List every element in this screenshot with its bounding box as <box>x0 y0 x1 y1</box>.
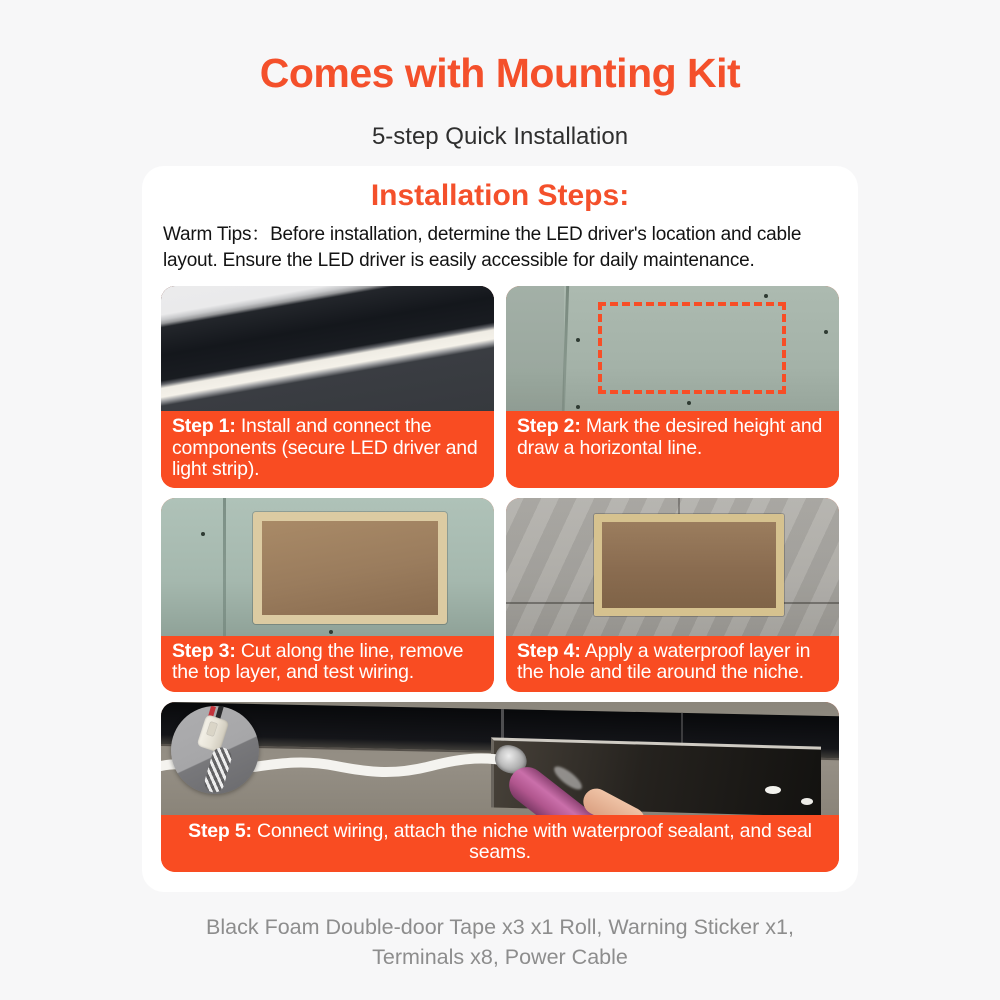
page-subtitle: 5-step Quick Installation <box>371 123 629 150</box>
included-items-line-1: Black Foam Double-door Tape x3 x1 Roll, Warning Sticker x1, <box>206 914 794 939</box>
step-4-caption <box>506 636 839 692</box>
step-3-photo-cut-drywall <box>161 498 494 636</box>
warm-tips-text <box>163 222 837 274</box>
screw-dot <box>576 405 580 409</box>
step-5-text: Connect wiring, attach the niche with waterproof sealant, and seal seams. <box>251 819 812 863</box>
screw-dot <box>764 294 768 298</box>
step-1-photo-mirror-led-profile <box>161 286 494 411</box>
screw-dot <box>576 338 580 342</box>
warm-tips-label: Warm Tips： <box>163 224 271 245</box>
step-4-photo-tiled-wall <box>506 498 839 636</box>
screw-dot <box>824 330 828 334</box>
step-1-label: Step 1: <box>172 415 236 437</box>
screw-dot <box>687 401 691 405</box>
screw-dot <box>201 532 205 536</box>
warm-tips-body: Before installation, determine the LED driver's location and cable layout. Ensure the LED driver is easily accessible for daily maintenance. <box>163 224 802 271</box>
step-5-photo-sealing <box>161 702 839 815</box>
installation-panel <box>142 166 858 892</box>
step-2-text: Mark the desired height and draw a horizontal line. <box>517 415 823 459</box>
included-items-note <box>0 912 1000 972</box>
step-5-label: Step 5: <box>188 819 252 842</box>
step-5-card <box>161 702 839 872</box>
niche-opening-wood-frame <box>253 512 447 624</box>
panel-heading: Installation Steps: <box>370 179 630 212</box>
step-5-caption <box>161 815 839 872</box>
step-2-caption <box>506 411 839 488</box>
step-4-label: Step 4: <box>517 639 581 662</box>
screw-dot <box>329 630 333 634</box>
step-1-text: Install and connect the components (secure LED driver and light strip). <box>172 415 478 480</box>
step-3-card <box>161 498 494 692</box>
connector-inset-circle <box>171 706 259 794</box>
sealant-dab <box>765 786 781 794</box>
step-1-caption <box>161 411 494 488</box>
page-title: Comes with Mounting Kit <box>259 50 741 96</box>
step-2-card <box>506 286 839 488</box>
step-2-label: Step 2: <box>517 415 581 437</box>
sealant-dab <box>801 798 813 805</box>
step-2-photo-drywall <box>506 286 839 411</box>
led-profile-diagonal-bands <box>161 286 494 411</box>
steps-grid <box>161 286 839 692</box>
drywall-shade <box>506 286 564 411</box>
dashed-outline <box>598 302 786 394</box>
braided-cable-sleeve <box>202 745 234 794</box>
step-3-label: Step 3: <box>172 639 236 662</box>
included-items-line-2: Terminals x8, Power Cable <box>372 944 628 969</box>
drywall-seam <box>223 498 226 636</box>
step-1-card <box>161 286 494 488</box>
step-3-text: Cut along the line, remove the top layer, and test wiring. <box>172 639 464 683</box>
niche-opening-wood-frame <box>594 514 784 616</box>
step-3-caption <box>161 636 494 692</box>
step-4-text: Apply a waterproof layer in the hole and tile around the niche. <box>517 639 811 683</box>
step-4-card <box>506 498 839 692</box>
